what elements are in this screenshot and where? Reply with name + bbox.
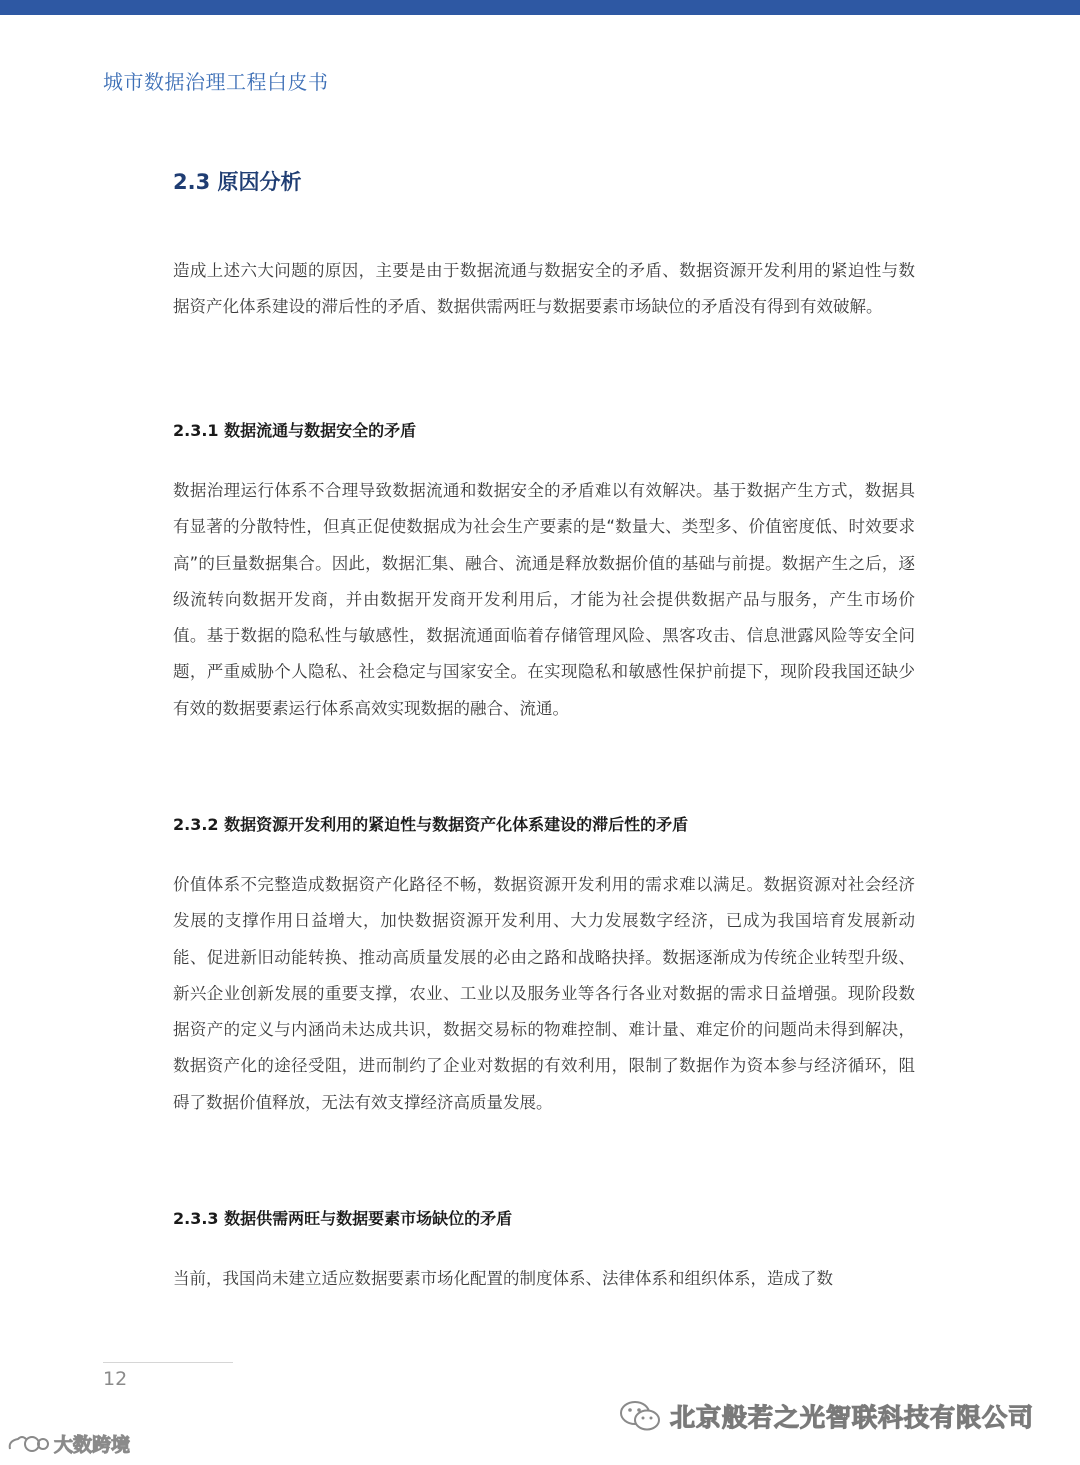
subsection-paragraph-2-3-1: 数据治理运行体系不合理导致数据流通和数据安全的矛盾难以有效解决。基于数据产生方式，数据具有显著的分散特性，但真正促使数据成为社会生产要素的是“数量大、类型多、价值密度低、时效要求高”的巨量数据集合。因此，数据汇集、融合、流通是释放数据价值的基础与前提。数据产生之后，逐级流转向数据开发商，并由数据开发商开发利用后，才能为社会提供数据产品与服务，产生市场价值。基于数据的隐私性与敏感性，数据流通面临着存储管理风险、黑客攻击、信息泄露风险等安全问题，严重威胁个人隐私、社会稳定与国家安全。在实现隐私和敏感性保护前提下，现阶段我国还缺少有效的数据要素运行体系高效实现数据的融合、流通。 [173, 481, 915, 718]
weibo-watermark [6, 1430, 130, 1457]
section-heading: 2.3 原因分析 [173, 170, 302, 194]
subsection-paragraph-2-3-2: 价值体系不完整造成数据资产化路径不畅，数据资源开发利用的需求难以满足。数据资源对社会经济发展的支撑作用日益增大，加快数据资源开发利用、大力发展数字经济，已成为我国培育发展新动能、促进新旧动能转换、推动高质量发展的必由之路和战略抉择。数据逐渐成为传统企业转型升级、新兴企业创新发展的重要支撑，农业、工业以及服务业等各行各业对数据的需求日益增强。现阶段数据资产的定义与内涵尚未达成共识，数据交易标的物难控制、难计量、难定价的问题尚未得到解决，数据资产化的途径受阻，进而制约了企业对数据的有效利用，限制了数据作为资本参与经济循环，阻碍了数据价值释放，无法有效支撑经济高质量发展。 [173, 875, 915, 1112]
wechat-watermark [618, 1398, 1034, 1434]
subsection-heading-2-3-2: 2.3.2 数据资源开发利用的紧迫性与数据资产化体系建设的滞后性的矛盾 [173, 815, 689, 834]
weibo-icon [6, 1431, 50, 1457]
section-intro-paragraph: 造成上述六大问题的原因，主要是由于数据流通与数据安全的矛盾、数据资源开发利用的紧迫性与数据资产化体系建设的滞后性的矛盾、数据供需两旺与数据要素市场缺位的矛盾没有得到有效破解。 [173, 261, 915, 317]
wechat-icon [618, 1398, 662, 1434]
weibo-watermark-text: 大数跨境 [54, 1434, 131, 1456]
subsection-paragraph-2-3-3: 当前，我国尚未建立适应数据要素市场化配置的制度体系、法律体系和组织体系，造成了数 [173, 1269, 833, 1288]
document-header-title: 城市数据治理工程白皮书 [103, 70, 329, 94]
subsection-heading-2-3-1: 2.3.1 数据流通与数据安全的矛盾 [173, 421, 417, 440]
top-accent-bar [0, 0, 1080, 15]
footer-divider [103, 1362, 233, 1363]
page-number: 12 [103, 1368, 128, 1390]
subsection-heading-2-3-3: 2.3.3 数据供需两旺与数据要素市场缺位的矛盾 [173, 1209, 513, 1228]
wechat-watermark-text: 北京般若之光智联科技有限公司 [670, 1403, 1035, 1432]
